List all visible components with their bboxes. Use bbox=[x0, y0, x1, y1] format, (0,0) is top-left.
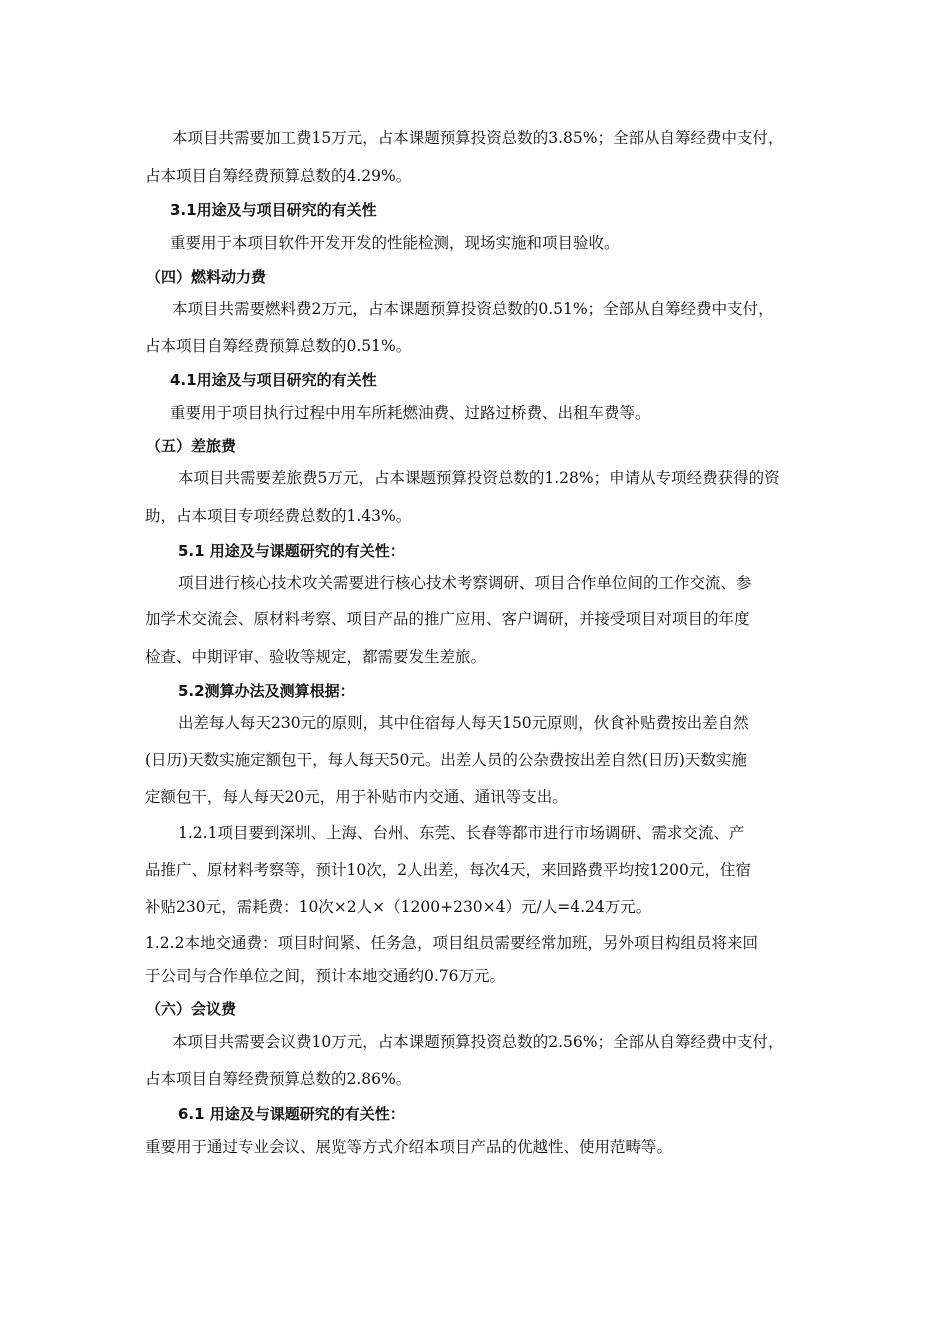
paragraph-line: (日历)天数实施定额包干，每人每天50元。出差人员的公杂费按出差自然(日历)天数实施 bbox=[145, 751, 747, 769]
paragraph-line: 本项目共需要会议费10万元，占本课题预算投资总数的2.56%；全部从自筹经费中支付， bbox=[172, 1033, 784, 1051]
paragraph-line: 定额包干，每人每天20元，用于补贴市内交通、通讯等支出。 bbox=[145, 788, 568, 806]
paragraph-line: 补贴230元，需耗费：10次×2人×（1200+230×4）元/人=4.24万元。 bbox=[145, 898, 652, 916]
paragraph-line: 加学术交流会、原材料考察、项目产品的推广应用、客户调研，并接受项目对项目的年度 bbox=[145, 610, 750, 628]
paragraph-line: 1.2.1项目要到深圳、上海、台州、东莞、长春等都市进行市场调研、需求交流、产 bbox=[178, 824, 745, 842]
paragraph-line: 检查、中期评审、验收等规定，都需要发生差旅。 bbox=[145, 648, 487, 666]
section-heading: 5.1 用途及与课题研究的有关性： bbox=[178, 542, 405, 560]
paragraph-line: 本项目共需要燃料费2万元，占本课题预算投资总数的0.51%；全部从自筹经费中支付， bbox=[172, 300, 774, 318]
paragraph-line: 助，占本项目专项经费总数的1.43%。 bbox=[145, 507, 412, 525]
paragraph-line: 本项目共需要差旅费5万元，占本课题预算投资总数的1.28%；申请从专项经费获得的资 bbox=[178, 469, 780, 487]
paragraph-line: 本项目共需要加工费15万元，占本课题预算投资总数的3.85%；全部从自筹经费中支付， bbox=[172, 129, 784, 147]
section-heading: （六）会议费 bbox=[146, 1000, 237, 1018]
paragraph-line: 重要用于通过专业会议、展览等方式介绍本项目产品的优越性、使用范畴等。 bbox=[145, 1138, 673, 1156]
section-heading: 5.2测算办法及测算根据： bbox=[178, 682, 355, 700]
paragraph-line: 占本项目自筹经费预算总数的2.86%。 bbox=[145, 1070, 412, 1088]
section-heading: 6.1 用途及与课题研究的有关性： bbox=[178, 1105, 405, 1123]
paragraph-line: 重要用于本项目软件开发开发的性能检测，现场实施和项目验收。 bbox=[170, 234, 620, 252]
section-heading: （四）燃料动力费 bbox=[146, 268, 267, 286]
paragraph-line: 品推广、原材料考察等，预计10次，2人出差，每次4天，来回路费平均按1200元，住宿 bbox=[145, 861, 751, 879]
paragraph-line: 占本项目自筹经费预算总数的0.51%。 bbox=[145, 337, 412, 355]
paragraph-line: 重要用于项目执行过程中用车所耗燃油费、过路过桥费、出租车费等。 bbox=[170, 404, 651, 422]
paragraph-line: 于公司与合作单位之间，预计本地交通约0.76万元。 bbox=[145, 967, 506, 985]
section-heading: 4.1用途及与项目研究的有关性 bbox=[170, 371, 377, 389]
paragraph-line: 出差每人每天230元的原则，其中住宿每人每天150元原则，伙食补贴费按出差自然 bbox=[178, 714, 749, 732]
paragraph-line: 1.2.2本地交通费：项目时间紧、任务急，项目组员需要经常加班，另外项目构组员将来回 bbox=[145, 934, 758, 952]
section-heading: 3.1用途及与项目研究的有关性 bbox=[170, 201, 377, 219]
paragraph-line: 项目进行核心技术攻关需要进行核心技术考察调研、项目合作单位间的工作交流、参 bbox=[178, 574, 752, 592]
section-heading: （五）差旅费 bbox=[146, 437, 237, 455]
paragraph-line: 占本项目自筹经费预算总数的4.29%。 bbox=[145, 167, 412, 185]
